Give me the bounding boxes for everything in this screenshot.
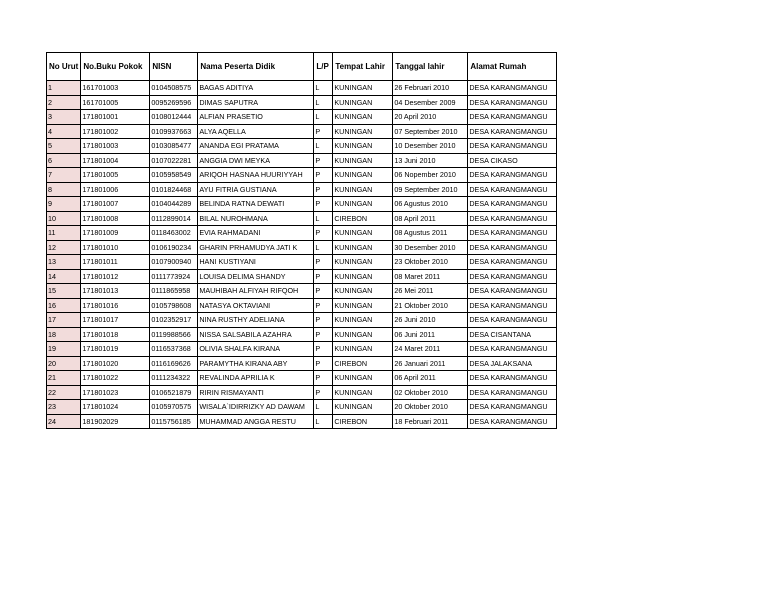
cell-tempat-lahir[interactable]: KUNINGAN [333, 95, 393, 110]
header-row [47, 53, 557, 81]
cell-no-urut[interactable]: 15 [47, 284, 81, 299]
cell-no-urut[interactable]: 8 [47, 182, 81, 197]
cell-nisn[interactable]: 0111773924 [150, 269, 198, 284]
cell-lp[interactable]: P [314, 255, 333, 270]
cell-alamat[interactable]: DESA KARANGMANGU [468, 255, 557, 270]
cell-nama[interactable]: ANGGIA DWI MEYKA [198, 153, 314, 168]
cell-no-urut[interactable]: 9 [47, 197, 81, 212]
cell-tempat-lahir[interactable]: KUNINGAN [333, 139, 393, 154]
cell-tempat-lahir[interactable]: KUNINGAN [333, 197, 393, 212]
cell-alamat[interactable]: DESA KARANGMANGU [468, 95, 557, 110]
cell-no-urut[interactable]: 10 [47, 211, 81, 226]
cell-lp[interactable]: P [314, 385, 333, 400]
cell-nisn[interactable]: 0112899014 [150, 211, 198, 226]
cell-nama[interactable]: EVIA RAHMADANI [198, 226, 314, 241]
table-row [47, 110, 557, 125]
cell-lp[interactable]: L [314, 240, 333, 255]
cell-tanggal-lahir[interactable]: 20 Oktober 2010 [393, 400, 468, 415]
table-row [47, 124, 557, 139]
cell-lp[interactable]: P [314, 168, 333, 183]
cell-no-urut[interactable]: 11 [47, 226, 81, 241]
cell-tempat-lahir[interactable]: KUNINGAN [333, 110, 393, 125]
cell-tempat-lahir[interactable]: KUNINGAN [333, 313, 393, 328]
cell-lp[interactable]: P [314, 342, 333, 357]
cell-nama[interactable]: BELINDA RATNA DEWATI [198, 197, 314, 212]
cell-alamat[interactable]: DESA CIKASO [468, 153, 557, 168]
cell-nisn[interactable]: 0108012444 [150, 110, 198, 125]
table-row [47, 226, 557, 241]
cell-nisn[interactable]: 0103085477 [150, 139, 198, 154]
cell-buku-pokok[interactable]: 171801001 [81, 110, 150, 125]
cell-tanggal-lahir[interactable]: 13 Juni 2010 [393, 153, 468, 168]
cell-nama[interactable]: HANI KUSTIYANI [198, 255, 314, 270]
cell-nisn[interactable]: 0107022281 [150, 153, 198, 168]
header-no-urut[interactable]: No Urut [47, 53, 81, 81]
cell-tempat-lahir[interactable]: KUNINGAN [333, 298, 393, 313]
cell-buku-pokok[interactable]: 171801024 [81, 400, 150, 415]
cell-buku-pokok[interactable]: 171801020 [81, 356, 150, 371]
cell-alamat[interactable]: DESA KARANGMANGU [468, 371, 557, 386]
cell-tanggal-lahir[interactable]: 07 September 2010 [393, 124, 468, 139]
cell-alamat[interactable]: DESA JALAKSANA [468, 356, 557, 371]
table-row [47, 414, 557, 429]
cell-lp[interactable]: P [314, 284, 333, 299]
cell-tempat-lahir[interactable]: KUNINGAN [333, 371, 393, 386]
cell-no-urut[interactable]: 7 [47, 168, 81, 183]
cell-no-urut[interactable]: 3 [47, 110, 81, 125]
cell-alamat[interactable]: DESA KARANGMANGU [468, 269, 557, 284]
cell-nisn[interactable]: 0106521879 [150, 385, 198, 400]
cell-nisn[interactable]: 0104044289 [150, 197, 198, 212]
cell-no-urut[interactable]: 24 [47, 414, 81, 429]
cell-lp[interactable]: L [314, 81, 333, 96]
cell-buku-pokok[interactable]: 171801019 [81, 342, 150, 357]
cell-nisn[interactable]: 0107900940 [150, 255, 198, 270]
table-row [47, 153, 557, 168]
cell-lp[interactable]: L [314, 400, 333, 415]
table-row [47, 139, 557, 154]
table-row [47, 211, 557, 226]
cell-nama[interactable]: LOUISA DELIMA SHANDY [198, 269, 314, 284]
cell-lp[interactable]: P [314, 356, 333, 371]
cell-lp[interactable]: P [314, 371, 333, 386]
cell-tempat-lahir[interactable]: KUNINGAN [333, 168, 393, 183]
cell-no-urut[interactable]: 14 [47, 269, 81, 284]
cell-no-urut[interactable]: 23 [47, 400, 81, 415]
cell-nisn[interactable]: 0111865958 [150, 284, 198, 299]
cell-tanggal-lahir[interactable]: 06 Nopember 2010 [393, 168, 468, 183]
cell-nama[interactable]: GHARIN PRHAMUDYA JATI K [198, 240, 314, 255]
table-row [47, 269, 557, 284]
cell-buku-pokok[interactable]: 171801011 [81, 255, 150, 270]
cell-tanggal-lahir[interactable]: 06 April 2011 [393, 371, 468, 386]
table-row [47, 371, 557, 386]
cell-tanggal-lahir[interactable]: 08 Maret 2011 [393, 269, 468, 284]
cell-no-urut[interactable]: 22 [47, 385, 81, 400]
cell-nama[interactable]: ALYA AQELLA [198, 124, 314, 139]
header-alamat[interactable]: Alamat Rumah [468, 53, 557, 81]
cell-buku-pokok[interactable]: 171801012 [81, 269, 150, 284]
cell-tempat-lahir[interactable]: KUNINGAN [333, 284, 393, 299]
cell-nisn[interactable]: 0101824468 [150, 182, 198, 197]
cell-tempat-lahir[interactable]: KUNINGAN [333, 385, 393, 400]
cell-buku-pokok[interactable]: 171801018 [81, 327, 150, 342]
cell-no-urut[interactable]: 5 [47, 139, 81, 154]
cell-buku-pokok[interactable]: 171801023 [81, 385, 150, 400]
cell-tanggal-lahir[interactable]: 26 Juni 2010 [393, 313, 468, 328]
cell-tanggal-lahir[interactable]: 26 Januari 2011 [393, 356, 468, 371]
cell-alamat[interactable]: DESA KARANGMANGU [468, 240, 557, 255]
cell-no-urut[interactable]: 16 [47, 298, 81, 313]
table-row [47, 327, 557, 342]
table-row [47, 313, 557, 328]
cell-tempat-lahir[interactable]: CIREBON [333, 356, 393, 371]
cell-buku-pokok[interactable]: 171801006 [81, 182, 150, 197]
cell-buku-pokok[interactable]: 171801022 [81, 371, 150, 386]
cell-alamat[interactable]: DESA KARANGMANGU [468, 342, 557, 357]
cell-tempat-lahir[interactable]: KUNINGAN [333, 240, 393, 255]
cell-nama[interactable]: PARAMYTHA KIRANA ABY [198, 356, 314, 371]
cell-tempat-lahir[interactable]: KUNINGAN [333, 400, 393, 415]
cell-nisn[interactable]: 0105958549 [150, 168, 198, 183]
cell-nama[interactable]: OLIVIA SHALFA KIRANA [198, 342, 314, 357]
cell-lp[interactable]: P [314, 197, 333, 212]
table-row [47, 240, 557, 255]
cell-lp[interactable]: P [314, 327, 333, 342]
cell-buku-pokok[interactable]: 171801002 [81, 124, 150, 139]
cell-nisn[interactable]: 0105798608 [150, 298, 198, 313]
cell-buku-pokok[interactable]: 161701005 [81, 95, 150, 110]
cell-lp[interactable]: P [314, 124, 333, 139]
cell-alamat[interactable]: DESA KARANGMANGU [468, 298, 557, 313]
cell-buku-pokok[interactable]: 181902029 [81, 414, 150, 429]
table-row [47, 95, 557, 110]
cell-no-urut[interactable]: 6 [47, 153, 81, 168]
cell-nama[interactable]: ARIQOH HASNAA HUURIYYAH [198, 168, 314, 183]
table-row [47, 342, 557, 357]
cell-buku-pokok[interactable]: 171801008 [81, 211, 150, 226]
student-roster-table [46, 52, 557, 429]
cell-tanggal-lahir[interactable]: 08 Agustus 2011 [393, 226, 468, 241]
cell-alamat[interactable]: DESA KARANGMANGU [468, 211, 557, 226]
cell-buku-pokok[interactable]: 171801003 [81, 139, 150, 154]
cell-tempat-lahir[interactable]: KUNINGAN [333, 342, 393, 357]
table-row [47, 168, 557, 183]
cell-lp[interactable]: L [314, 139, 333, 154]
cell-alamat[interactable]: DESA CISANTANA [468, 327, 557, 342]
cell-alamat[interactable]: DESA KARANGMANGU [468, 168, 557, 183]
table-row [47, 385, 557, 400]
cell-nama[interactable]: NISSA SALSABILA AZAHRA [198, 327, 314, 342]
cell-nisn[interactable]: 0111234322 [150, 371, 198, 386]
cell-no-urut[interactable]: 17 [47, 313, 81, 328]
cell-nama[interactable]: ANANDA EGI PRATAMA [198, 139, 314, 154]
header-nama[interactable]: Nama Peserta Didik [198, 53, 314, 81]
table-row [47, 400, 557, 415]
cell-tempat-lahir[interactable]: KUNINGAN [333, 81, 393, 96]
cell-nama[interactable]: NATASYA OKTAVIANI [198, 298, 314, 313]
cell-nisn[interactable]: 0105970575 [150, 400, 198, 415]
cell-tempat-lahir[interactable]: KUNINGAN [333, 269, 393, 284]
roster-body [47, 81, 557, 429]
cell-no-urut[interactable]: 4 [47, 124, 81, 139]
cell-tanggal-lahir[interactable]: 24 Maret 2011 [393, 342, 468, 357]
cell-no-urut[interactable]: 21 [47, 371, 81, 386]
cell-no-urut[interactable]: 1 [47, 81, 81, 96]
cell-lp[interactable]: L [314, 110, 333, 125]
cell-buku-pokok[interactable]: 171801010 [81, 240, 150, 255]
cell-buku-pokok[interactable]: 161701003 [81, 81, 150, 96]
cell-nama[interactable]: MUHAMMAD ANGGA RESTU [198, 414, 314, 429]
cell-nama[interactable]: WISALA`IDIRRIZKY AD DAWAM [198, 400, 314, 415]
header-buku-pokok[interactable]: No.Buku Pokok [81, 53, 150, 81]
cell-alamat[interactable]: DESA KARANGMANGU [468, 313, 557, 328]
cell-nama[interactable]: BILAL NUROHMANA [198, 211, 314, 226]
cell-tanggal-lahir[interactable]: 18 Februari 2011 [393, 414, 468, 429]
header-tempat-lahir[interactable]: Tempat Lahir [333, 53, 393, 81]
cell-tanggal-lahir[interactable]: 09 September 2010 [393, 182, 468, 197]
cell-tanggal-lahir[interactable]: 08 April 2011 [393, 211, 468, 226]
cell-lp[interactable]: P [314, 182, 333, 197]
cell-lp[interactable]: P [314, 153, 333, 168]
cell-buku-pokok[interactable]: 171801005 [81, 168, 150, 183]
header-tanggal-lahir[interactable]: Tanggal lahir [393, 53, 468, 81]
cell-alamat[interactable]: DESA KARANGMANGU [468, 385, 557, 400]
table-row [47, 81, 557, 96]
cell-lp[interactable]: P [314, 269, 333, 284]
cell-tempat-lahir[interactable]: CIREBON [333, 414, 393, 429]
cell-nisn[interactable]: 0104508575 [150, 81, 198, 96]
cell-nisn[interactable]: 0095269596 [150, 95, 198, 110]
cell-nama[interactable]: REVALINDA APRILIA K [198, 371, 314, 386]
cell-nama[interactable]: BAGAS ADITIYA [198, 81, 314, 96]
cell-no-urut[interactable]: 19 [47, 342, 81, 357]
cell-tanggal-lahir[interactable]: 26 Mei 2011 [393, 284, 468, 299]
cell-tanggal-lahir[interactable]: 06 Agustus 2010 [393, 197, 468, 212]
table-row [47, 284, 557, 299]
cell-nama[interactable]: MAUHIBAH ALFIYAH RIFQOH [198, 284, 314, 299]
cell-buku-pokok[interactable]: 171801013 [81, 284, 150, 299]
cell-buku-pokok[interactable]: 171801017 [81, 313, 150, 328]
cell-alamat[interactable]: DESA KARANGMANGU [468, 284, 557, 299]
cell-alamat[interactable]: DESA KARANGMANGU [468, 414, 557, 429]
cell-alamat[interactable]: DESA KARANGMANGU [468, 139, 557, 154]
cell-buku-pokok[interactable]: 171801007 [81, 197, 150, 212]
cell-tanggal-lahir[interactable]: 20 April 2010 [393, 110, 468, 125]
cell-no-urut[interactable]: 13 [47, 255, 81, 270]
cell-lp[interactable]: P [314, 298, 333, 313]
table-row [47, 182, 557, 197]
cell-tanggal-lahir[interactable]: 04 Desember 2009 [393, 95, 468, 110]
cell-lp[interactable]: L [314, 414, 333, 429]
table-row [47, 356, 557, 371]
cell-tempat-lahir[interactable]: CIREBON [333, 211, 393, 226]
cell-nisn[interactable]: 0106190234 [150, 240, 198, 255]
cell-nama[interactable]: AYU FITRIA GUSTIANA [198, 182, 314, 197]
table-row [47, 255, 557, 270]
cell-alamat[interactable]: DESA KARANGMANGU [468, 400, 557, 415]
cell-no-urut[interactable]: 12 [47, 240, 81, 255]
cell-nama[interactable]: DIMAS SAPUTRA [198, 95, 314, 110]
table-row [47, 298, 557, 313]
cell-tempat-lahir[interactable]: KUNINGAN [333, 182, 393, 197]
cell-tempat-lahir[interactable]: KUNINGAN [333, 124, 393, 139]
cell-nisn[interactable]: 0119988566 [150, 327, 198, 342]
cell-alamat[interactable]: DESA KARANGMANGU [468, 197, 557, 212]
cell-alamat[interactable]: DESA KARANGMANGU [468, 182, 557, 197]
cell-alamat[interactable]: DESA KARANGMANGU [468, 81, 557, 96]
header-nisn[interactable]: NISN [150, 53, 198, 81]
cell-tempat-lahir[interactable]: KUNINGAN [333, 327, 393, 342]
cell-lp[interactable]: P [314, 226, 333, 241]
cell-nama[interactable]: RIRIN RISMAYANTI [198, 385, 314, 400]
cell-tempat-lahir[interactable]: KUNINGAN [333, 255, 393, 270]
cell-lp[interactable]: P [314, 313, 333, 328]
header-lp[interactable]: L/P [314, 53, 333, 81]
cell-no-urut[interactable]: 2 [47, 95, 81, 110]
cell-lp[interactable]: L [314, 211, 333, 226]
cell-no-urut[interactable]: 18 [47, 327, 81, 342]
cell-nisn[interactable]: 0115756185 [150, 414, 198, 429]
cell-nama[interactable]: ALFIAN PRASETIO [198, 110, 314, 125]
cell-no-urut[interactable]: 20 [47, 356, 81, 371]
cell-nisn[interactable]: 0116537368 [150, 342, 198, 357]
cell-tanggal-lahir[interactable]: 23 Oktober 2010 [393, 255, 468, 270]
table-row [47, 197, 557, 212]
cell-tanggal-lahir[interactable]: 21 Oktober 2010 [393, 298, 468, 313]
cell-nisn[interactable]: 0118463002 [150, 226, 198, 241]
cell-buku-pokok[interactable]: 171801016 [81, 298, 150, 313]
cell-alamat[interactable]: DESA KARANGMANGU [468, 226, 557, 241]
cell-tempat-lahir[interactable]: KUNINGAN [333, 153, 393, 168]
cell-tanggal-lahir[interactable]: 06 Juni 2011 [393, 327, 468, 342]
cell-tempat-lahir[interactable]: KUNINGAN [333, 226, 393, 241]
cell-lp[interactable]: L [314, 95, 333, 110]
cell-nisn[interactable]: 0116169626 [150, 356, 198, 371]
cell-nisn[interactable]: 0102352917 [150, 313, 198, 328]
cell-nisn[interactable]: 0109937663 [150, 124, 198, 139]
cell-tanggal-lahir[interactable]: 26 Februari 2010 [393, 81, 468, 96]
cell-nama[interactable]: NINA RUSTHY ADELIANA [198, 313, 314, 328]
cell-buku-pokok[interactable]: 171801009 [81, 226, 150, 241]
cell-tanggal-lahir[interactable]: 10 Desember 2010 [393, 139, 468, 154]
cell-alamat[interactable]: DESA KARANGMANGU [468, 110, 557, 125]
cell-alamat[interactable]: DESA KARANGMANGU [468, 124, 557, 139]
cell-tanggal-lahir[interactable]: 30 Desember 2010 [393, 240, 468, 255]
cell-tanggal-lahir[interactable]: 02 Oktober 2010 [393, 385, 468, 400]
cell-buku-pokok[interactable]: 171801004 [81, 153, 150, 168]
